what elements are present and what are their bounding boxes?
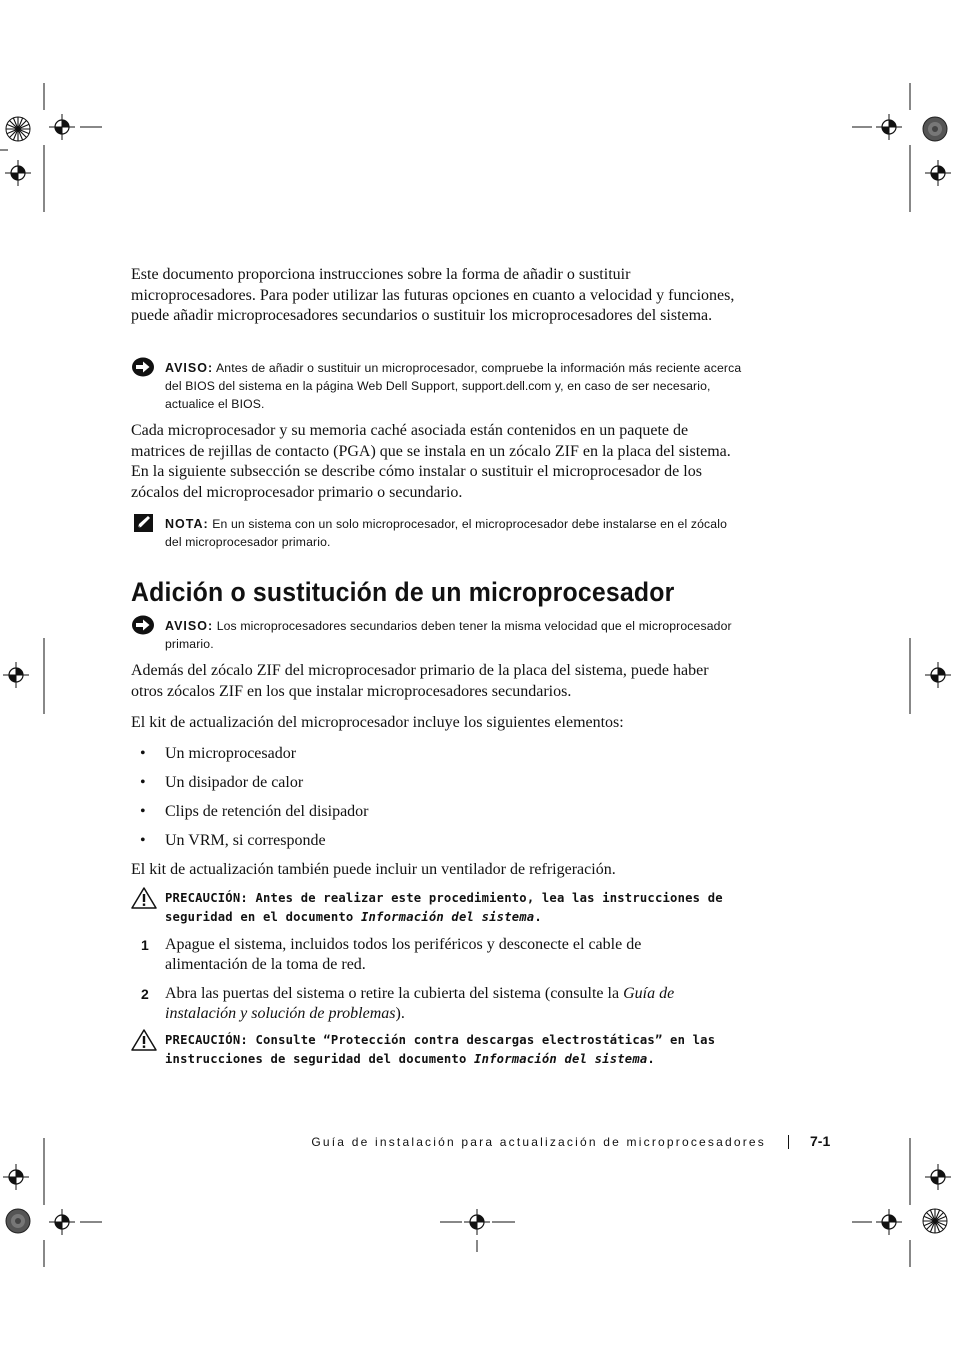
step-2	[165, 984, 725, 1024]
notice-speed	[165, 617, 745, 653]
notice-arrow-icon	[131, 357, 155, 377]
fan-paragraph: El kit de actualización también puede incluir un ventilador de refrigeración.	[131, 861, 616, 878]
registration-crosshair-icon	[925, 160, 951, 186]
registration-crosshair-icon	[876, 1209, 902, 1235]
caution-text: Consulte “Protección contra descargas electrostáticas” en las instrucciones de seguridad del documento	[165, 1033, 716, 1066]
caution-end: .	[534, 909, 542, 924]
registration-crosshair-icon	[925, 1164, 951, 1190]
list-item: Un VRM, si corresponde	[165, 832, 326, 849]
caution-doc-title: Información del sistema	[474, 1051, 648, 1066]
print-starburst-icon	[6, 117, 30, 141]
step-doc-title: Guía de instalación y solución de problemas	[165, 985, 675, 1022]
step-number: 2	[141, 986, 149, 1002]
registration-crosshair-icon	[3, 1164, 29, 1190]
print-starburst-icon	[923, 117, 947, 141]
caution-label: PRECAUCIÓN:	[165, 1033, 248, 1047]
step-text: Abra las puertas del sistema o retire la cubierta del sistema (consulte la	[165, 985, 620, 1002]
caution-safety	[165, 889, 745, 926]
list-item: Un microprocesador	[165, 745, 297, 762]
registration-crosshair-icon	[5, 160, 31, 186]
registration-crosshair-icon	[49, 1209, 75, 1235]
notice-label: AVISO:	[165, 619, 214, 633]
step-end: ).	[395, 1005, 405, 1022]
caution-triangle-icon	[130, 886, 158, 910]
notice-arrow-icon	[131, 615, 155, 635]
caution-label: PRECAUCIÓN:	[165, 891, 248, 905]
step-text: Apague el sistema, incluidos todos los periféricos y desconecte el cable de alimentación de la toma de red.	[165, 936, 642, 973]
footer-divider	[788, 1135, 789, 1149]
list-item: Clips de retención del disipador	[165, 803, 369, 820]
bullet-marker: •	[140, 745, 146, 762]
registration-crosshair-icon	[464, 1209, 490, 1235]
step-1	[165, 935, 725, 975]
caution-text: Antes de realizar este procedimiento, lea las instrucciones de seguridad en el documento	[165, 891, 723, 924]
notice-bios	[165, 359, 745, 413]
support-link[interactable]: support.dell.com	[461, 379, 552, 393]
registration-crosshair-icon	[876, 114, 902, 140]
bullet-marker: •	[140, 803, 146, 820]
notice-label: AVISO:	[165, 361, 214, 375]
note-single-cpu	[165, 515, 745, 551]
print-starburst-icon	[6, 1209, 30, 1233]
print-starburst-icon	[923, 1209, 947, 1233]
caution-triangle-icon	[130, 1028, 158, 1052]
notice-text-end: y, en caso de ser necesario, actualice el BIOS.	[165, 379, 711, 411]
pga-paragraph: Cada microprocesador y su memoria caché asociada están contenidos en un paquete de matrices de rejillas de contacto (PGA) que se instala en un zócalo ZIF en la placa del sistema. En la siguiente subsección se describe cómo instalar o sustituir el microprocesador de los zócalos del microprocesador primario o secundario.	[131, 422, 731, 501]
caution-esd	[165, 1031, 745, 1068]
registration-crosshair-icon	[3, 662, 29, 688]
notice-text: Los microprocesadores secundarios deben tener la misma velocidad que el microprocesador primario.	[165, 619, 732, 651]
registration-crosshair-icon	[49, 114, 75, 140]
list-item: Un disipador de calor	[165, 774, 304, 791]
section-title: Adición o sustitución de un microprocesador	[131, 577, 675, 607]
note-text: En un sistema con un solo microprocesador, el microprocesador debe instalarse en el zócalo del microprocesador primario.	[165, 517, 728, 549]
footer-title: Guía de instalación para actualización de microprocesadores	[311, 1135, 766, 1149]
note-label: NOTA:	[165, 517, 209, 531]
bullet-marker: •	[140, 774, 146, 791]
caution-end: .	[647, 1051, 655, 1066]
zif-paragraph: Además del zócalo ZIF del microprocesador primario de la placa del sistema, puede haber otros zócalos ZIF en los que instalar microprocesadores secundarios.	[131, 662, 709, 700]
notice-text: Antes de añadir o sustituir un microprocesador, compruebe la información más reciente acerca del BIOS del sistema en la página Web Dell Support,	[165, 361, 742, 393]
page-number: 7-1	[810, 1133, 831, 1149]
registration-crosshair-icon	[925, 662, 951, 688]
note-pencil-icon	[133, 513, 155, 533]
caution-doc-title: Información del sistema	[360, 909, 535, 924]
kit-paragraph: El kit de actualización del microprocesador incluye los siguientes elementos:	[131, 714, 624, 731]
bullet-marker: •	[140, 832, 146, 849]
step-number: 1	[141, 937, 149, 953]
intro-paragraph: Este documento proporciona instrucciones sobre la forma de añadir o sustituir microprocesadores. Para poder utilizar las futuras opciones en cuanto a velocidad y funciones, puede añadir microprocesadores secundarios o sustituir los microprocesadores del sistema.	[131, 266, 735, 324]
